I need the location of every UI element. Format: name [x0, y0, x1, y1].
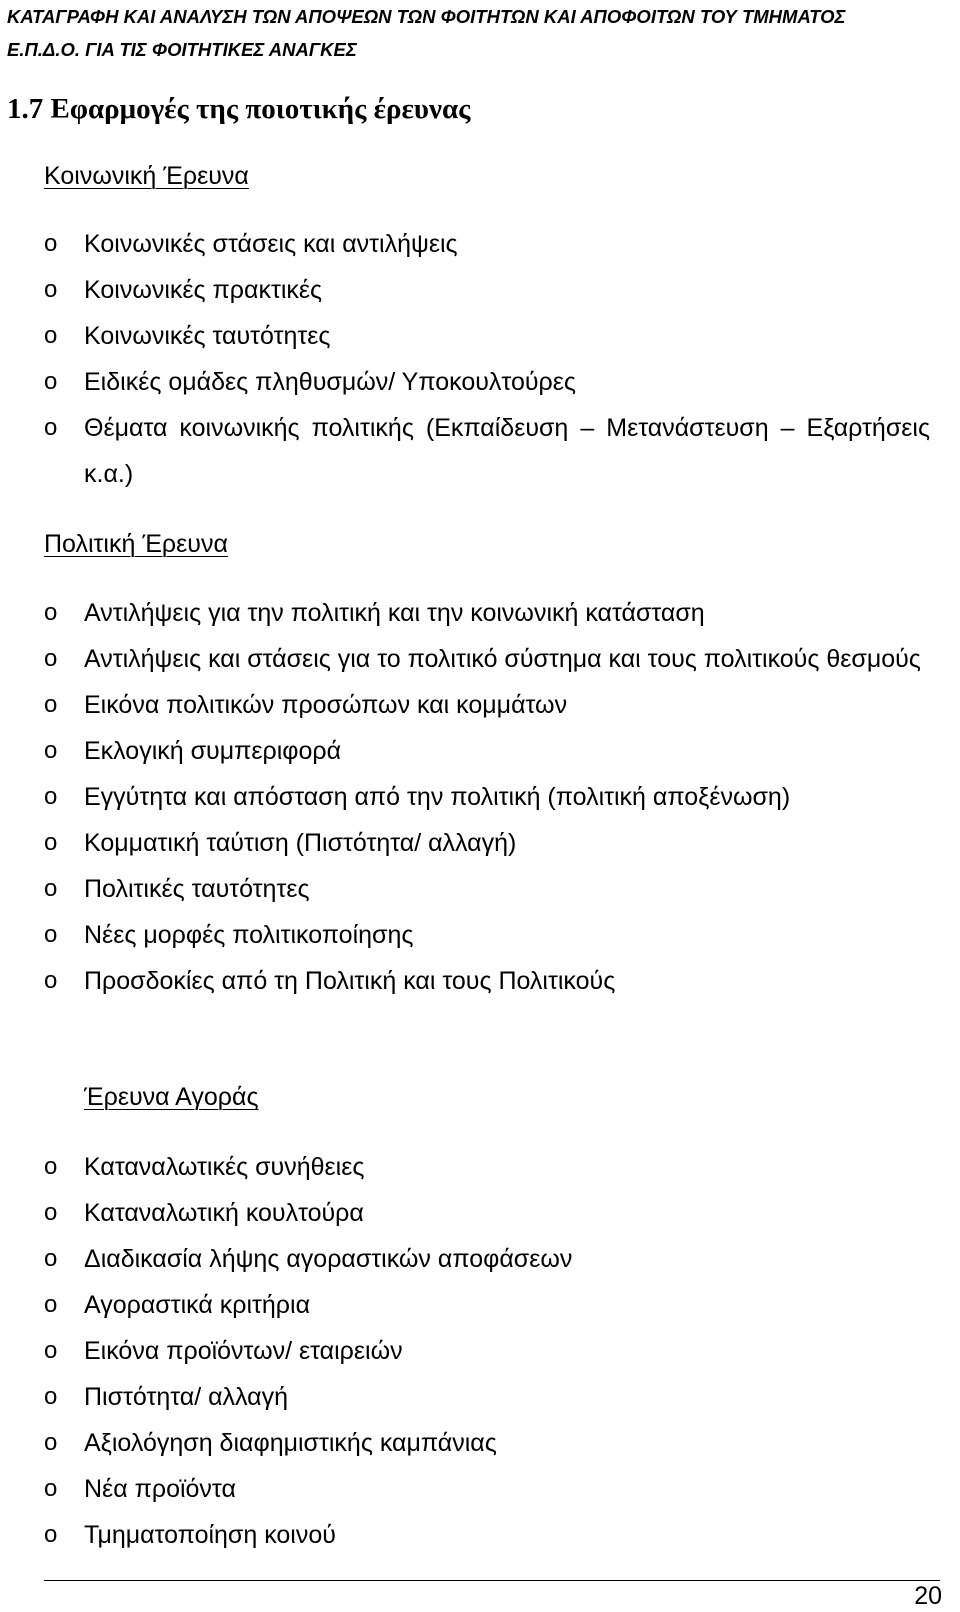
bullet-marker: o — [44, 1153, 58, 1180]
subheading-social-research: Κοινωνική Έρευνα — [44, 162, 249, 190]
list-item — [0, 1512, 930, 1558]
list-item — [0, 221, 930, 267]
list-item-text: Εκλογική συμπεριφορά — [84, 737, 342, 765]
list-item — [0, 590, 930, 636]
bullet-marker: o — [44, 737, 58, 764]
list-item-text: Τμηματοποίηση κοινού — [84, 1521, 336, 1549]
list-item — [0, 912, 930, 958]
list-item — [0, 1282, 930, 1328]
social-research-list — [0, 221, 960, 497]
bullet-marker: o — [44, 1245, 58, 1272]
list-item-text: Εγγύτητα και απόσταση από την πολιτική (πολιτική αποξένωση) — [84, 783, 791, 811]
list-item-text: Αντιλήψεις και στάσεις για το πολιτικό σύστημα και τους πολιτικούς θεσμούς — [84, 645, 921, 673]
page-number: 20 — [914, 1582, 942, 1610]
list-item-text: Αντιλήψεις για την πολιτική και την κοινωνική κατάσταση — [84, 599, 705, 627]
bullet-marker: o — [44, 1337, 58, 1364]
list-item-text: Καταναλωτική κουλτούρα — [84, 1199, 364, 1227]
list-item-text: Εικόνα πολιτικών προσώπων και κομμάτων — [84, 691, 568, 719]
list-item-text: Εικόνα προϊόντων/ εταιρειών — [84, 1337, 403, 1365]
bullet-marker: o — [44, 276, 58, 303]
list-item-text: Αγοραστικά κριτήρια — [84, 1291, 311, 1319]
list-item — [0, 359, 930, 405]
list-item-text: Προσδοκίες από τη Πολιτική και τους Πολιτικούς — [84, 967, 616, 995]
header-line-2: Ε.Π.Δ.Ο. ΓΙΑ ΤΙΣ ΦΟΙΤΗΤΙΚΕΣ ΑΝΑΓΚΕΣ — [7, 39, 357, 60]
list-item-text: Κοινωνικές ταυτότητες — [84, 322, 331, 350]
list-item-text: Καταναλωτικές συνήθειες — [84, 1153, 365, 1181]
bullet-marker: o — [44, 230, 58, 257]
list-item-text: Κομματική ταύτιση (Πιστότητα/ αλλαγή) — [84, 829, 517, 857]
list-item — [0, 313, 930, 359]
bullet-marker: o — [44, 322, 58, 349]
list-item-text: Κοινωνικές πρακτικές — [84, 276, 323, 304]
list-item-text: Νέες μορφές πολιτικοποίησης — [84, 921, 414, 949]
running-header — [7, 0, 957, 66]
list-item — [0, 267, 930, 313]
list-item — [0, 774, 930, 820]
header-line-1: ΚΑΤΑΓΡΑΦΗ ΚΑΙ ΑΝΑΛΥΣΗ ΤΩΝ ΑΠΟΨΕΩΝ ΤΩΝ ΦΟΙΤΗΤΩΝ ΚΑΙ ΑΠΟΦΟΙΤΩΝ ΤΟΥ ΤΜΗΜΑΤΟΣ — [7, 6, 846, 27]
market-research-list — [0, 1144, 960, 1558]
bullet-marker: o — [44, 1199, 58, 1226]
bullet-marker: o — [44, 875, 58, 902]
list-item — [0, 1236, 930, 1282]
list-item — [0, 820, 930, 866]
section-title: 1.7 Εφαρμογές της ποιοτικής έρευνας — [7, 93, 471, 125]
list-item-text: Αξιολόγηση διαφημιστικής καμπάνιας — [84, 1429, 497, 1457]
subheading-market-research: Έρευνα Αγοράς — [84, 1083, 259, 1111]
list-item — [0, 958, 930, 1004]
list-item-text: Νέα προϊόντα — [84, 1475, 236, 1503]
bullet-marker: o — [44, 921, 58, 948]
footer-rule — [44, 1580, 940, 1581]
bullet-marker: o — [44, 1291, 58, 1318]
bullet-marker: o — [44, 783, 58, 810]
bullet-marker: o — [44, 599, 58, 626]
bullet-marker: o — [44, 691, 58, 718]
list-item — [0, 405, 930, 497]
list-item — [0, 636, 930, 682]
list-item — [0, 728, 930, 774]
bullet-marker: o — [44, 414, 58, 441]
subheading-political-research: Πολιτική Έρευνα — [44, 530, 228, 558]
list-item — [0, 1144, 930, 1190]
list-item-text: Θέματα κοινωνικής πολιτικής (Εκπαίδευση – Μετανάστευση – Εξαρτήσεις κ.α.) — [84, 414, 930, 488]
list-item — [0, 1466, 930, 1512]
list-item-text: Διαδικασία λήψης αγοραστικών αποφάσεων — [84, 1245, 573, 1273]
bullet-marker: o — [44, 1521, 58, 1548]
list-item — [0, 1374, 930, 1420]
list-item — [0, 682, 930, 728]
bullet-marker: o — [44, 368, 58, 395]
political-research-list — [0, 590, 960, 1004]
bullet-marker: o — [44, 645, 58, 672]
list-item-text: Πολιτικές ταυτότητες — [84, 875, 310, 903]
list-item — [0, 1328, 930, 1374]
bullet-marker: o — [44, 1475, 58, 1502]
bullet-marker: o — [44, 967, 58, 994]
list-item-text: Ειδικές ομάδες πληθυσμών/ Υποκουλτούρες — [84, 368, 576, 396]
list-item — [0, 866, 930, 912]
list-item-text: Κοινωνικές στάσεις και αντιλήψεις — [84, 230, 458, 258]
list-item-text: Πιστότητα/ αλλαγή — [84, 1383, 289, 1411]
bullet-marker: o — [44, 1383, 58, 1410]
list-item — [0, 1420, 930, 1466]
bullet-marker: o — [44, 829, 58, 856]
bullet-marker: o — [44, 1429, 58, 1456]
list-item — [0, 1190, 930, 1236]
